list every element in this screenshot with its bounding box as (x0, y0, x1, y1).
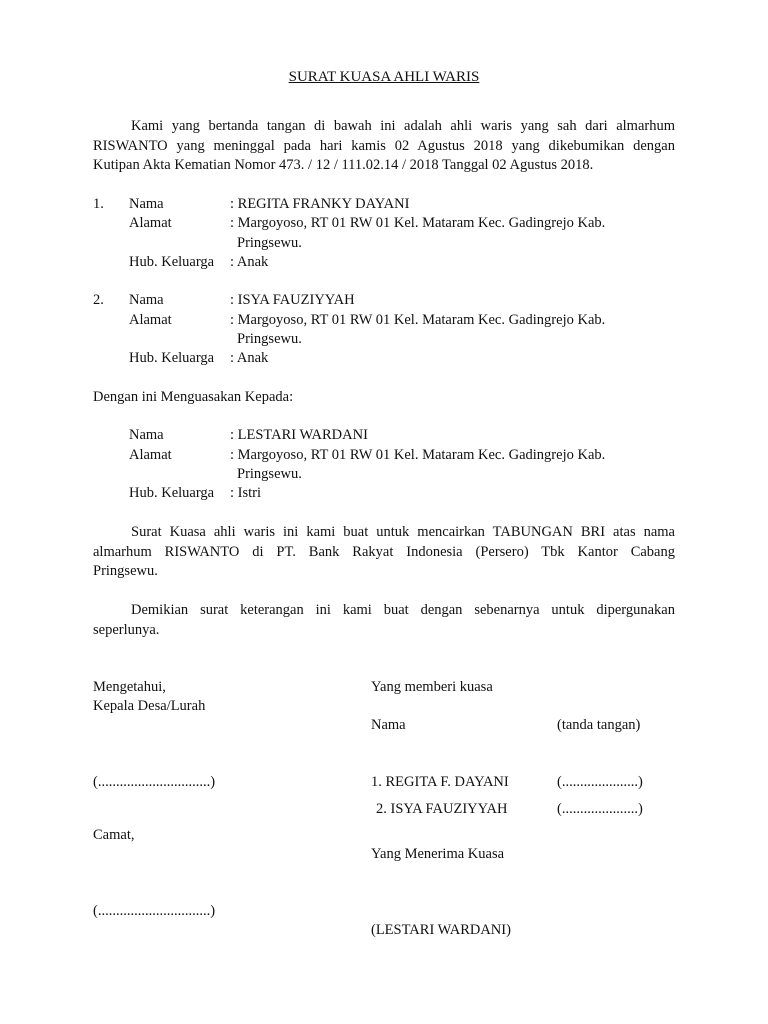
hub-value: : Anak (230, 350, 269, 366)
penerima-kuasa-heading: Yang Menerima Kuasa (371, 846, 505, 862)
purpose-line: almarhum RISWANTO di PT. Bank Rakyat Indonesia (Persero) Tbk Kantor Cabang (93, 543, 675, 560)
hub-label: Hub. Keluarga (129, 350, 215, 366)
intro-line: Kami yang bertanda tangan di bawah ini adalah ahli waris yang sah dari almarhum (131, 118, 675, 134)
mengetahui-label: Mengetahui, (93, 679, 166, 695)
hub-label: Hub. Keluarga (129, 485, 215, 501)
signer-2-name: 2. ISYA FAUZIYYAH (376, 801, 508, 817)
camat-signature-line: (...............................) (93, 903, 216, 919)
closing-line: Demikian surat keterangan ini kami buat dengan sebenarnya untuk dipergunakan (131, 602, 675, 618)
alamat-value: : Margoyoso, RT 01 RW 01 Kel. Mataram Kec. Gadingrejo Kab. (230, 215, 606, 231)
camat-label: Camat, (93, 827, 135, 843)
alamat-label: Alamat (129, 312, 172, 328)
closing-paragraph (93, 601, 675, 640)
kepala-desa-signature-line: (...............................) (93, 774, 216, 790)
penerima-kuasa-name: (LESTARI WARDANI) (371, 922, 511, 938)
heir-number: 1. (93, 196, 104, 212)
document-title-text: SURAT KUASA AHLI WARIS (288, 69, 480, 85)
signer-1-signature-line: (.....................) (557, 774, 643, 790)
alamat-value: : Margoyoso, RT 01 RW 01 Kel. Mataram Kec. Gadingrejo Kab. (230, 447, 606, 463)
nama-value: : REGITA FRANKY DAYANI (230, 196, 410, 212)
nama-label: Nama (129, 427, 164, 443)
signer-1-name: 1. REGITA F. DAYANI (371, 774, 509, 790)
heir-number: 2. (93, 292, 104, 308)
nama-value: : ISYA FAUZIYYAH (230, 292, 355, 308)
nama-label: Nama (129, 196, 164, 212)
column-nama-label: Nama (371, 717, 406, 733)
alamat-value: : Margoyoso, RT 01 RW 01 Kel. Mataram Kec. Gadingrejo Kab. (230, 312, 606, 328)
pemberi-kuasa-heading: Yang memberi kuasa (371, 679, 493, 695)
nama-label: Nama (129, 292, 164, 308)
signer-2-signature-line: (.....................) (557, 801, 643, 817)
hub-value: : Istri (230, 485, 262, 501)
kepala-desa-label: Kepala Desa/Lurah (93, 698, 206, 714)
hub-label: Hub. Keluarga (129, 254, 215, 270)
alamat-value-cont: Pringsewu. (237, 466, 302, 482)
intro-paragraph (93, 117, 675, 176)
intro-line: Kutipan Akta Kematian Nomor 473. / 12 / 111.02.14 / 2018 Tanggal 02 Agustus 2018. (93, 157, 594, 173)
alamat-value-cont: Pringsewu. (237, 235, 302, 251)
grant-heading: Dengan ini Menguasakan Kepada: (93, 389, 294, 405)
hub-value: : Anak (230, 254, 269, 270)
alamat-label: Alamat (129, 447, 172, 463)
alamat-label: Alamat (129, 215, 172, 231)
nama-value: : LESTARI WARDANI (230, 427, 368, 443)
intro-line: RISWANTO yang meninggal pada hari kamis 02 Agustus 2018 yang dikebumikan dengan (93, 137, 675, 154)
alamat-value-cont: Pringsewu. (237, 331, 302, 347)
closing-line: seperlunya. (93, 621, 160, 638)
document-title (0, 68, 768, 87)
purpose-line: Pringsewu. (93, 563, 158, 579)
purpose-paragraph (93, 523, 675, 582)
column-ttd-label: (tanda tangan) (557, 717, 641, 733)
purpose-line: Surat Kuasa ahli waris ini kami buat untuk mencairkan TABUNGAN BRI atas nama (131, 524, 675, 540)
